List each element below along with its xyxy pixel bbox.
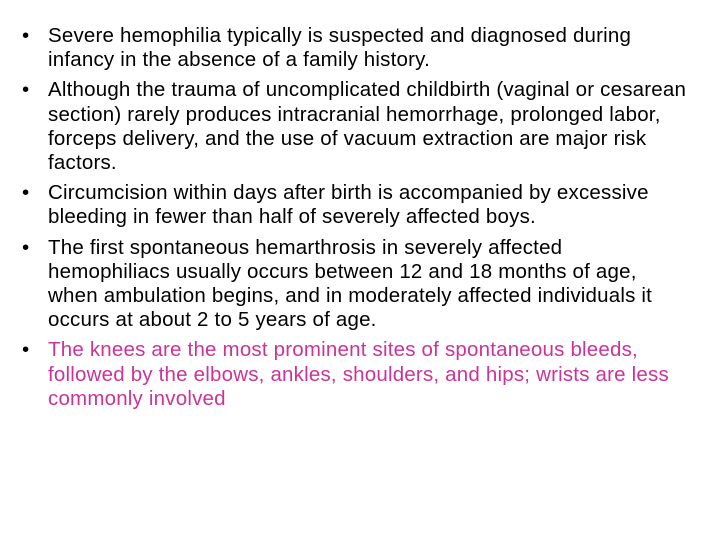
bullet-text: Although the trauma of uncomplicated childbirth (vaginal or cesarean section) rarely produces intracranial hemorrhage, prolonged labor, forceps delivery, and the use of vacuum extraction are major risk factors. — [48, 78, 687, 175]
bullet-item — [22, 181, 690, 229]
bullet-text: The knees are the most prominent sites of spontaneous bleeds, followed by the elbows, ankles, shoulders, and hips; wrists are less commonly involved — [48, 338, 669, 410]
bullet-text: Severe hemophilia typically is suspected and diagnosed during infancy in the absence of a family history. — [48, 24, 632, 72]
bullet-icon: • — [22, 181, 30, 205]
bullet-item — [22, 78, 690, 175]
bullet-icon: • — [22, 78, 30, 102]
bullet-item — [22, 24, 690, 72]
bullet-item — [22, 338, 690, 411]
bullet-item — [22, 236, 690, 333]
bullet-text: The first spontaneous hemarthrosis in severely affected hemophiliacs usually occurs between 12 and 18 months of age, when ambulation begins, and in moderately affected individuals it occurs at about 2 to 5 years of age. — [48, 235, 653, 332]
bullet-icon: • — [22, 338, 30, 362]
bullet-list — [22, 24, 690, 411]
bullet-icon: • — [22, 235, 30, 259]
bullet-text: Circumcision within days after birth is accompanied by excessive bleeding in fewer than half of severely affected boys. — [48, 181, 649, 229]
bullet-icon: • — [22, 24, 30, 47]
